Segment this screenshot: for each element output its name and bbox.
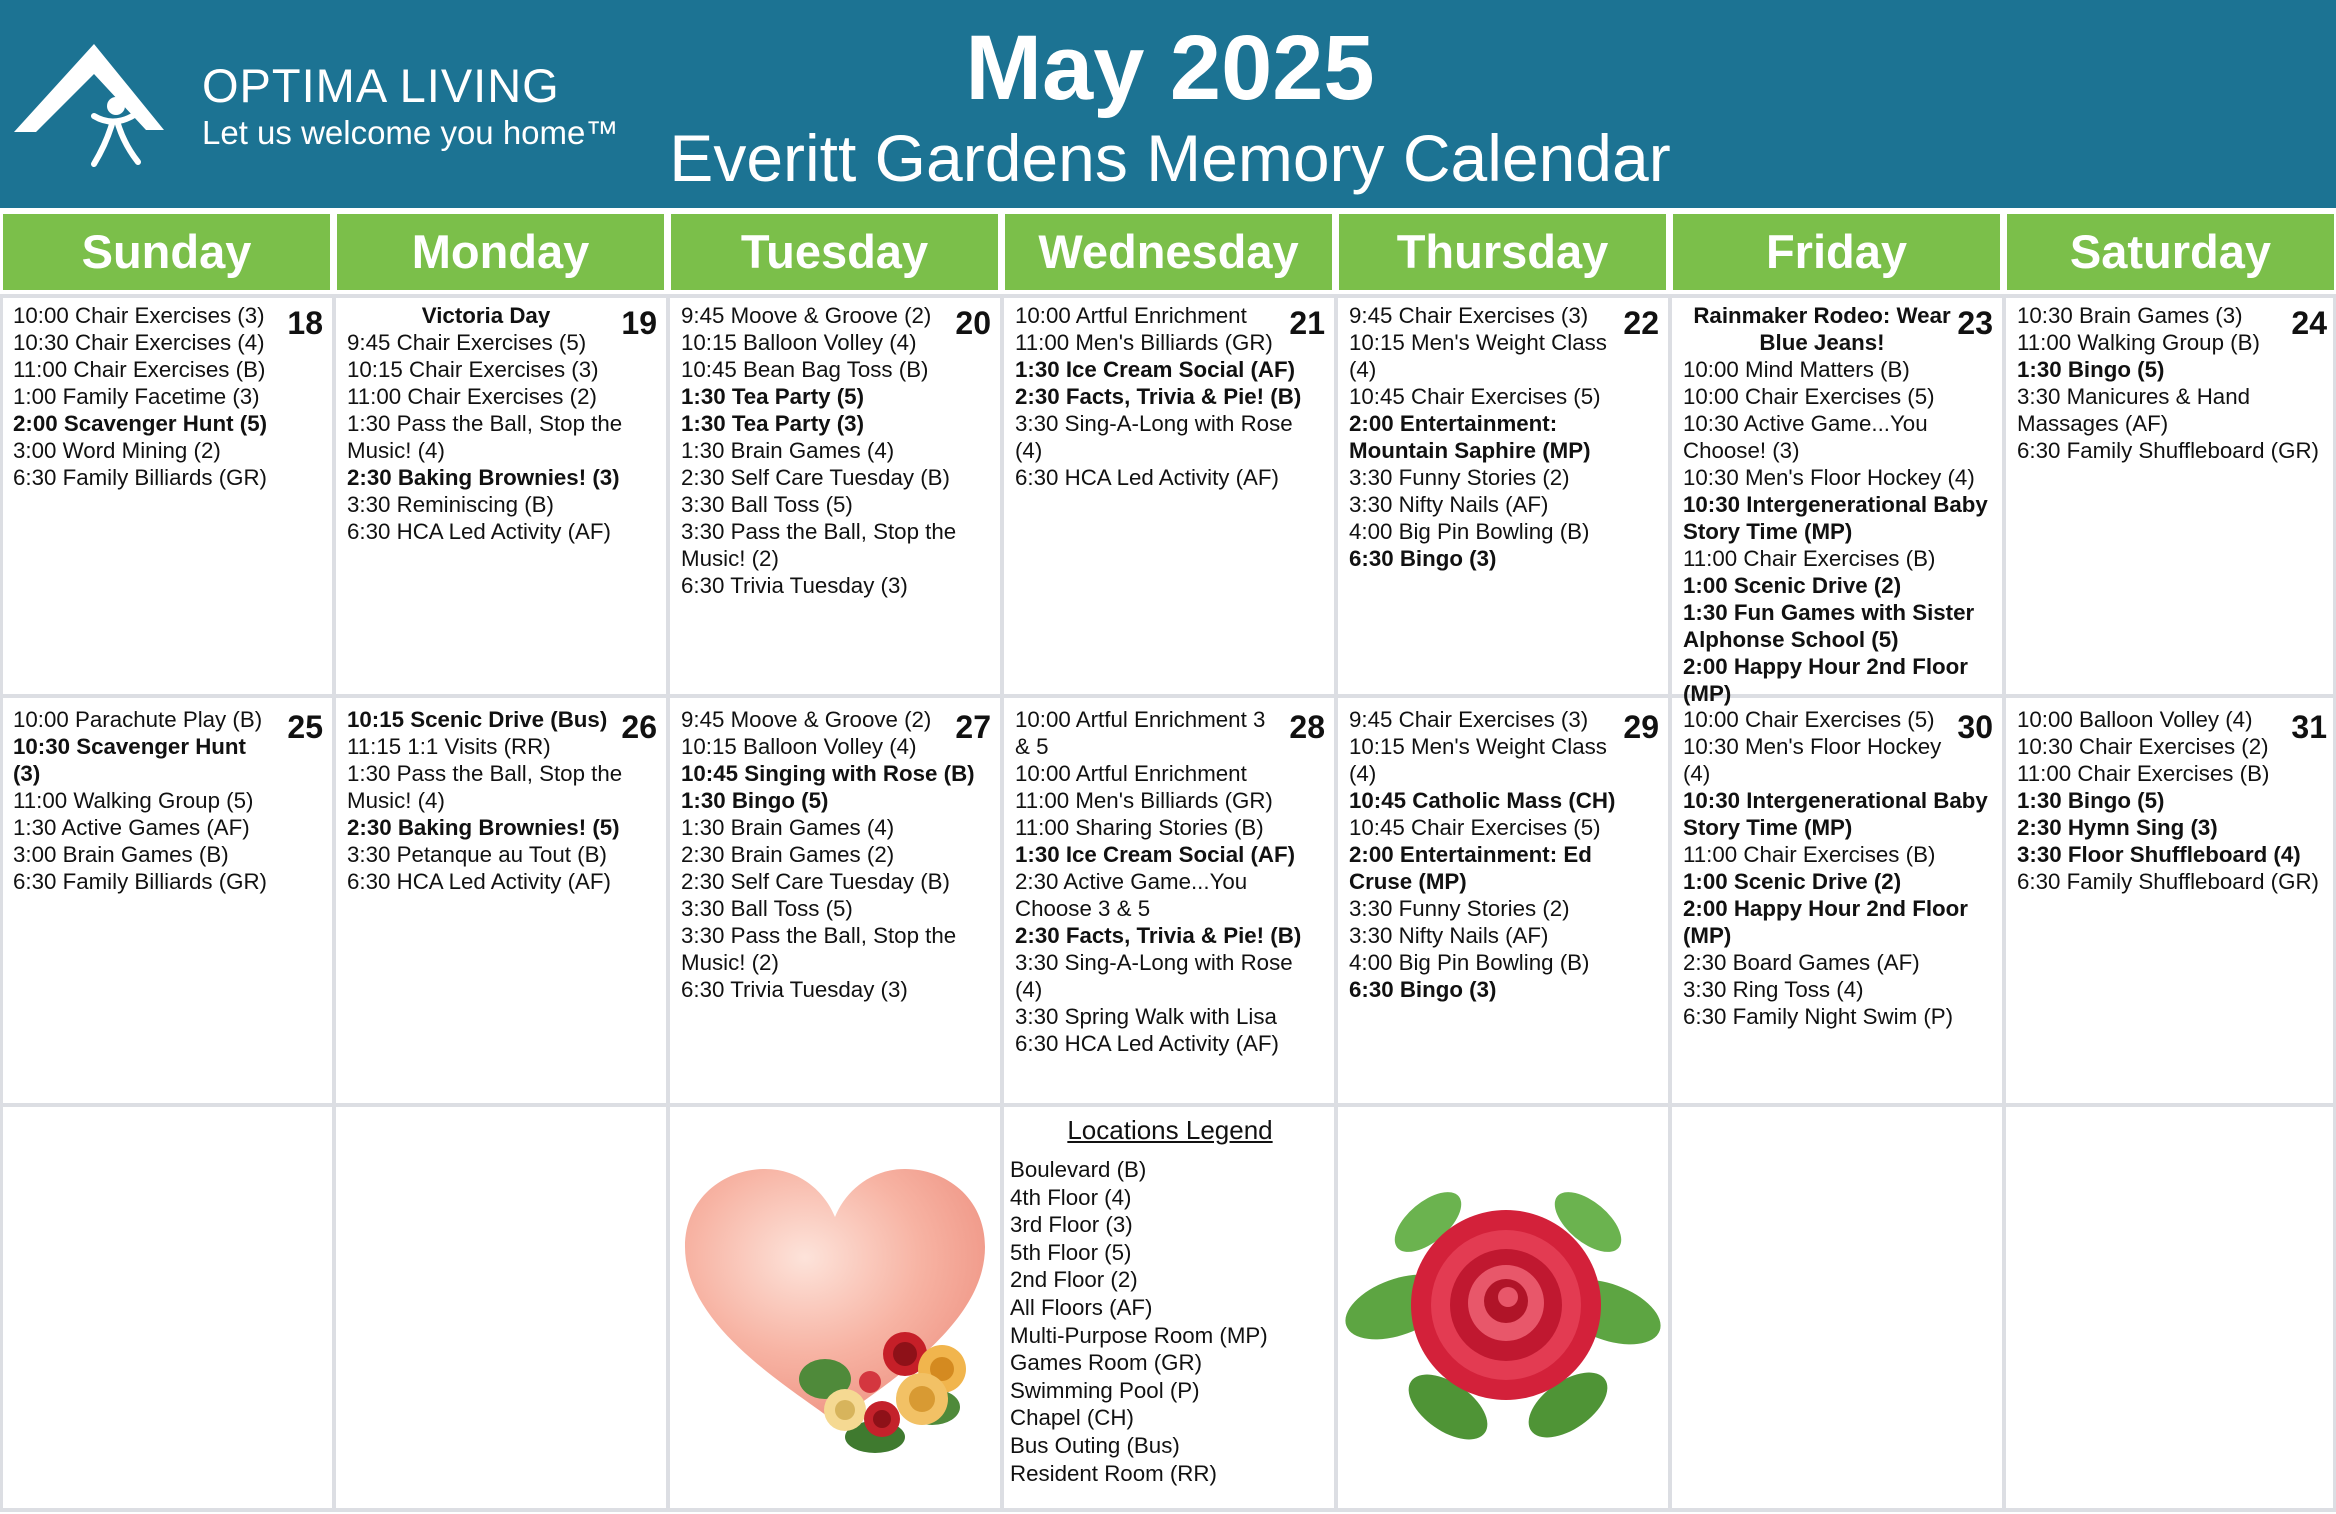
red-rose-image xyxy=(1338,1107,1668,1507)
day-number: 18 xyxy=(287,305,323,341)
calendar-event: 10:30 Active Game...You Choose! (3) xyxy=(1683,411,1928,463)
grid-line xyxy=(332,294,336,1512)
calendar-event: 11:00 Chair Exercises (2) xyxy=(347,384,597,409)
calendar-event: 2:30 Hymn Sing (3) xyxy=(2017,815,2218,840)
calendar-event: 10:00 Artful Enrichment xyxy=(1015,303,1247,328)
legend-item: 3rd Floor (3) xyxy=(1010,1212,1133,1238)
page-title: May 2025 xyxy=(965,17,1375,119)
calendar-event: 3:30 Reminiscing (B) xyxy=(347,492,554,517)
day-cell xyxy=(681,706,999,1101)
locations-legend xyxy=(1010,1107,1330,1507)
legend-item: Resident Room (RR) xyxy=(1010,1460,1217,1486)
rose-decoration-cell xyxy=(1338,1107,1668,1507)
day-number: 23 xyxy=(1957,305,1993,341)
calendar-event: 10:00 Artful Enrichment xyxy=(1015,761,1247,786)
calendar-event: 10:30 Intergenerational Baby Story Time (MP) xyxy=(1683,788,1988,840)
calendar-event: 11:00 Sharing Stories (B) xyxy=(1015,815,1264,840)
day-cell xyxy=(1015,706,1333,1101)
day-cell xyxy=(13,706,331,1101)
calendar-event: 1:30 Pass the Ball, Stop the Music! (4) xyxy=(347,761,623,813)
calendar-event: 2:30 Baking Brownies! (3) xyxy=(347,465,620,490)
calendar-event: 6:30 Bingo (3) xyxy=(1349,546,1497,571)
day-cell xyxy=(681,302,999,692)
page-subtitle: Everitt Gardens Memory Calendar xyxy=(669,121,1671,195)
calendar-event: 3:30 Ring Toss (4) xyxy=(1683,977,1864,1002)
heart-with-roses-image xyxy=(670,1107,1000,1507)
calendar-event: 6:30 HCA Led Activity (AF) xyxy=(347,869,611,894)
calendar-event: 10:00 Artful Enrichment 3 & 5 xyxy=(1015,707,1266,759)
legend-item: Bus Outing (Bus) xyxy=(1010,1432,1180,1458)
day-cell xyxy=(13,302,331,692)
calendar-event: 1:30 Tea Party (3) xyxy=(681,411,865,436)
calendar-event: 10:00 Parachute Play (B) xyxy=(13,707,263,732)
calendar-event: 11:00 Walking Group (B) xyxy=(2017,330,2260,355)
calendar-event: 10:30 Men's Floor Hockey (4) xyxy=(1683,734,1942,786)
day-cell xyxy=(1015,302,1333,692)
calendar-event: 6:30 HCA Led Activity (AF) xyxy=(1015,1031,1279,1056)
calendar-event: 6:30 Bingo (3) xyxy=(1349,977,1497,1002)
calendar-event: 1:30 Bingo (5) xyxy=(681,788,829,813)
calendar-event: 3:30 Manicures & Hand Massages (AF) xyxy=(2017,384,2251,436)
day-cell xyxy=(1349,302,1667,692)
grid-line xyxy=(1668,294,1672,1512)
calendar-event: 10:30 Intergenerational Baby Story Time (MP) xyxy=(1683,492,1988,544)
calendar-event: 11:00 Chair Exercises (B) xyxy=(1683,546,1936,571)
day-cell xyxy=(1683,706,2001,1101)
calendar-event: 10:45 Chair Exercises (5) xyxy=(1349,384,1601,409)
calendar-event: 3:30 Funny Stories (2) xyxy=(1349,896,1570,921)
day-number: 31 xyxy=(2291,709,2327,745)
calendar-event: 1:00 Family Facetime (3) xyxy=(13,384,260,409)
calendar-event: 6:30 Family Shuffleboard (GR) xyxy=(2017,869,2319,894)
calendar-event: 2:30 Self Care Tuesday (B) xyxy=(681,465,950,490)
calendar-event: 10:15 Balloon Volley (4) xyxy=(681,330,917,355)
calendar-event: 1:30 Bingo (5) xyxy=(2017,788,2165,813)
calendar-event: Victoria Day xyxy=(421,303,551,328)
grid-line xyxy=(0,294,2336,298)
calendar-event: 2:00 Scavenger Hunt (5) xyxy=(13,411,268,436)
calendar-event: Rainmaker Rodeo: Wear Blue Jeans! xyxy=(1693,303,1951,355)
calendar-event: 10:15 Balloon Volley (4) xyxy=(681,734,917,759)
grid-line xyxy=(1000,294,1004,1512)
calendar-event: 10:30 Chair Exercises (4) xyxy=(13,330,265,355)
calendar-event: 10:00 Chair Exercises (5) xyxy=(1683,707,1935,732)
calendar-event: 3:30 Pass the Ball, Stop the Music! (2) xyxy=(681,519,957,571)
calendar-event: 9:45 Moove & Groove (2) xyxy=(681,303,932,328)
calendar-event: 10:00 Mind Matters (B) xyxy=(1683,357,1910,382)
calendar-event: 11:00 Chair Exercises (B) xyxy=(13,357,266,382)
calendar-event: 11:00 Walking Group (5) xyxy=(13,788,254,813)
day-cell xyxy=(2017,302,2335,692)
day-header-tuesday: Tuesday xyxy=(671,214,998,290)
calendar-event: 1:30 Fun Games with Sister Alphonse School (5) xyxy=(1683,600,1975,652)
calendar-event: 6:30 Trivia Tuesday (3) xyxy=(681,573,908,598)
calendar-event: 10:00 Chair Exercises (3) xyxy=(13,303,265,328)
calendar-event: 3:30 Nifty Nails (AF) xyxy=(1349,492,1549,517)
calendar-event: 6:30 HCA Led Activity (AF) xyxy=(1015,465,1279,490)
calendar-event: 3:00 Word Mining (2) xyxy=(13,438,221,463)
calendar-event: 6:30 Trivia Tuesday (3) xyxy=(681,977,908,1002)
heart-decoration-cell xyxy=(670,1107,1000,1507)
calendar-event: 2:30 Facts, Trivia & Pie! (B) xyxy=(1015,384,1302,409)
calendar-event: 9:45 Chair Exercises (3) xyxy=(1349,707,1589,732)
calendar-event: 6:30 Family Night Swim (P) xyxy=(1683,1004,1954,1029)
logo-name: OPTIMA LIVING xyxy=(202,59,560,112)
grid-line xyxy=(0,1508,2336,1512)
house-person-logo-icon xyxy=(14,44,194,169)
calendar-event: 1:00 Scenic Drive (2) xyxy=(1683,573,1902,598)
calendar-event: 3:30 Sing-A-Long with Rose (4) xyxy=(1015,411,1293,463)
legend-item: Chapel (CH) xyxy=(1010,1405,1134,1431)
header-banner xyxy=(0,0,2336,208)
grid-line xyxy=(0,294,3,1512)
calendar-event: 11:00 Chair Exercises (B) xyxy=(2017,761,2270,786)
calendar-event: 1:30 Pass the Ball, Stop the Music! (4) xyxy=(347,411,623,463)
legend-item: Boulevard (B) xyxy=(1010,1157,1147,1182)
day-header-friday: Friday xyxy=(1673,214,2000,290)
grid-line xyxy=(2002,294,2006,1512)
day-number: 25 xyxy=(287,709,323,745)
calendar-event: 11:00 Men's Billiards (GR) xyxy=(1015,788,1273,813)
day-number: 28 xyxy=(1289,709,1325,745)
calendar-event: 9:45 Chair Exercises (5) xyxy=(347,330,587,355)
day-cell xyxy=(2017,706,2335,1101)
calendar-event: 10:00 Chair Exercises (5) xyxy=(1683,384,1935,409)
calendar-event: 2:30 Facts, Trivia & Pie! (B) xyxy=(1015,923,1302,948)
legend-item: 5th Floor (5) xyxy=(1010,1239,1132,1265)
calendar-event: 10:30 Scavenger Hunt (3) xyxy=(13,734,246,786)
calendar-event: 3:30 Pass the Ball, Stop the Music! (2) xyxy=(681,923,957,975)
calendar-event: 1:30 Bingo (5) xyxy=(2017,357,2165,382)
day-header-saturday: Saturday xyxy=(2007,214,2334,290)
day-number: 26 xyxy=(621,709,657,745)
legend-item: Swimming Pool (P) xyxy=(1010,1377,1200,1403)
calendar-event: 3:00 Brain Games (B) xyxy=(13,842,229,867)
calendar-event: 9:45 Chair Exercises (3) xyxy=(1349,303,1589,328)
day-cell xyxy=(347,706,665,1101)
calendar-event: 3:30 Nifty Nails (AF) xyxy=(1349,923,1549,948)
day-header-sunday: Sunday xyxy=(3,214,330,290)
day-header-monday: Monday xyxy=(337,214,664,290)
legend-item: Multi-Purpose Room (MP) xyxy=(1010,1322,1268,1348)
calendar-event: 10:00 Balloon Volley (4) xyxy=(2017,707,2253,732)
calendar-event: 1:30 Ice Cream Social (AF) xyxy=(1015,842,1296,867)
calendar-event: 10:15 Chair Exercises (3) xyxy=(347,357,599,382)
calendar-event: 2:00 Happy Hour 2nd Floor (MP) xyxy=(1683,654,1968,706)
day-header-wednesday: Wednesday xyxy=(1005,214,1332,290)
calendar-event: 3:30 Spring Walk with Lisa xyxy=(1015,1004,1277,1029)
calendar-event: 2:30 Active Game...You Choose 3 & 5 xyxy=(1015,869,1248,921)
calendar-event: 2:30 Board Games (AF) xyxy=(1683,950,1920,975)
day-number: 21 xyxy=(1289,305,1325,341)
calendar-event: 6:30 Family Billiards (GR) xyxy=(13,869,267,894)
calendar-event: 10:45 Catholic Mass (CH) xyxy=(1349,788,1616,813)
day-number: 19 xyxy=(621,305,657,341)
day-header-thursday: Thursday xyxy=(1339,214,1666,290)
legend-item: All Floors (AF) xyxy=(1010,1294,1153,1320)
legend-item: 2nd Floor (2) xyxy=(1010,1267,1138,1293)
calendar-event: 3:30 Floor Shuffleboard (4) xyxy=(2017,842,2301,867)
calendar-event: 1:30 Brain Games (4) xyxy=(681,438,895,463)
calendar-event: 3:30 Ball Toss (5) xyxy=(681,896,853,921)
calendar-event: 6:30 HCA Led Activity (AF) xyxy=(347,519,611,544)
calendar-event: 2:00 Entertainment: Ed Cruse (MP) xyxy=(1349,842,1592,894)
calendar-event: 10:45 Bean Bag Toss (B) xyxy=(681,357,929,382)
calendar-event: 3:30 Funny Stories (2) xyxy=(1349,465,1570,490)
calendar-event: 10:15 Men's Weight Class (4) xyxy=(1349,734,1607,786)
calendar-event: 2:30 Brain Games (2) xyxy=(681,842,895,867)
calendar-event: 10:15 Men's Weight Class (4) xyxy=(1349,330,1607,382)
calendar-event: 1:30 Active Games (AF) xyxy=(13,815,250,840)
calendar-event: 4:00 Big Pin Bowling (B) xyxy=(1349,519,1590,544)
calendar-event: 10:30 Men's Floor Hockey (4) xyxy=(1683,465,1975,490)
legend-item: Games Room (GR) xyxy=(1010,1350,1203,1376)
calendar-event: 9:45 Moove & Groove (2) xyxy=(681,707,932,732)
day-number: 24 xyxy=(2291,305,2327,341)
calendar-event: 3:30 Petanque au Tout (B) xyxy=(347,842,607,867)
calendar-event: 2:00 Happy Hour 2nd Floor (MP) xyxy=(1683,896,1968,948)
day-number: 30 xyxy=(1957,709,1993,745)
calendar-event: 2:00 Entertainment: Mountain Saphire (MP) xyxy=(1349,411,1591,463)
calendar-event: 10:45 Chair Exercises (5) xyxy=(1349,815,1601,840)
calendar-event: 11:00 Men's Billiards (GR) xyxy=(1015,330,1273,355)
optima-living-logo xyxy=(14,44,619,169)
calendar-event: 2:30 Self Care Tuesday (B) xyxy=(681,869,950,894)
calendar-event: 1:30 Ice Cream Social (AF) xyxy=(1015,357,1296,382)
calendar-event: 10:30 Brain Games (3) xyxy=(2017,303,2243,328)
calendar-event: 1:00 Scenic Drive (2) xyxy=(1683,869,1902,894)
calendar-event: 10:30 Chair Exercises (2) xyxy=(2017,734,2269,759)
calendar-event: 4:00 Big Pin Bowling (B) xyxy=(1349,950,1590,975)
calendar-event: 10:15 Scenic Drive (Bus) xyxy=(347,707,608,732)
calendar-event: 3:30 Sing-A-Long with Rose (4) xyxy=(1015,950,1293,1002)
calendar-event: 1:30 Tea Party (5) xyxy=(681,384,865,409)
legend-title: Locations Legend xyxy=(1067,1115,1273,1145)
calendar-event: 11:00 Chair Exercises (B) xyxy=(1683,842,1936,867)
calendar-event: 6:30 Family Billiards (GR) xyxy=(13,465,267,490)
calendar-event: 10:45 Singing with Rose (B) xyxy=(681,761,975,786)
legend-item: 4th Floor (4) xyxy=(1010,1184,1132,1210)
day-number: 27 xyxy=(955,709,991,745)
calendar-event: 11:15 1:1 Visits (RR) xyxy=(347,734,551,759)
day-cell xyxy=(1349,706,1667,1101)
logo-tagline: Let us welcome you home™ xyxy=(202,114,619,151)
calendar-event: 2:30 Baking Brownies! (5) xyxy=(347,815,620,840)
day-number: 20 xyxy=(955,305,991,341)
calendar-event: 1:30 Brain Games (4) xyxy=(681,815,895,840)
day-number: 22 xyxy=(1623,305,1659,341)
day-number: 29 xyxy=(1623,709,1659,745)
calendar-event: 3:30 Ball Toss (5) xyxy=(681,492,853,517)
day-cell xyxy=(347,302,665,692)
calendar-event: 6:30 Family Shuffleboard (GR) xyxy=(2017,438,2319,463)
day-cell xyxy=(1683,302,2001,706)
